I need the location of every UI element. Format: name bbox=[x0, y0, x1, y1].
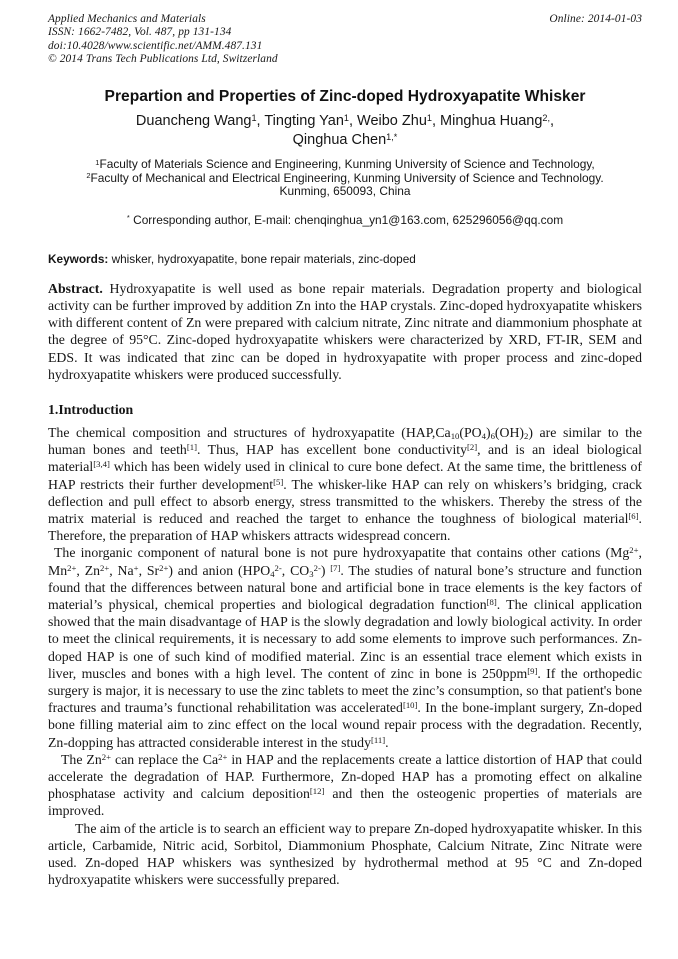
affiliation-1: $^1$Faculty of Materials Science and Engineering, Kunming University of Science and Technology, bbox=[95, 157, 595, 172]
intro-paragraph-2: The inorganic component of natural bone is not pure hydroxyapatite that contains other cations ($Mg^{2+}$, $Mn^{2+}$, $Zn^{2+}$, Na+, $Sr^{2+}$) and anion ($HPO_4^{2-}$, $CO_3^{2-}$) [7]. The studies of natural bone’s structure and function found that the differences between natural bone and artificial bone in trace elements is the key factors of material’s physical, chemical properties and biological degradation function[8]. The clinical application showed that the main disadvantage of HAP is the slowly degradation and lowly biological activity. In order to meet the clinical requirements, it is necessary to add some elements to improve such performances. Zn-doped HAP is one of such kind of modified material. Zinc is an essential trace element which exists in liver, muscles and bones with a high level. The content of zinc in bone is 250ppm[9]. If the orthopedic surgery is major, it is necessary to use the zinc tablets to meet the zinc’s consumption, so that patient's bone fractures and trauma’s functional rehabilitation was accelerated[10]. In the bone-implant surgery, Zn-doped bone filling material aim to zinc effect on the local wound repair process with the degradation. Recently, Zn-dopping has attracted considerable interest in the study[11]. bbox=[48, 545, 642, 750]
authors-line-1: Duancheng Wang$^1$, Tingting Yan$^1$, Weibo Zhu$^1$, Minghua Huang$^{2,}$, bbox=[135, 113, 555, 130]
authors-line-2: Qinghua Chen$^{1,*}$ bbox=[292, 132, 398, 149]
affiliations-block bbox=[48, 158, 642, 199]
paper-title: Prepartion and Properties of Zinc-doped Hydroxyapatite Whisker bbox=[104, 88, 586, 106]
journal-info bbox=[48, 13, 278, 66]
abstract-paragraph bbox=[48, 280, 642, 383]
corresponding-author-line: * Corresponding author, E-mail: chenqinghua_yn1@163.com, 625296056@qq.com bbox=[126, 212, 564, 227]
keywords-line bbox=[48, 252, 642, 266]
journal-copyright-line: © 2014 Trans Tech Publications Ltd, Switzerland bbox=[48, 52, 278, 65]
authors-block bbox=[48, 112, 642, 150]
affiliation-city-line: Kunming, 650093, China bbox=[279, 184, 411, 199]
journal-doi-line: doi:10.4028/www.scientific.net/AMM.487.131 bbox=[48, 39, 263, 52]
journal-issn-line: ISSN: 1662-7482, Vol. 487, pp 131-134 bbox=[48, 26, 232, 39]
intro-paragraph-4: The aim of the article is to search an efficient way to prepare Zn-doped hydroxyapatite whisker. In this article, Carbamide, Nitric acid, Sorbitol, Diammonium Phosphate, Calcium Nitrate, Zinc Nitrate were used. Zn-doped HAP whiskers was synthesized by hydrothermal method at 95 °C and Zn-doped hydroxyapatite whiskers were successfully prepared. bbox=[48, 820, 642, 888]
journal-name: Applied Mechanics and Materials bbox=[48, 13, 206, 25]
abstract-label: Abstract. bbox=[48, 280, 103, 296]
abstract-text: Hydroxyapatite is well used as bone repair materials. Degradation property and biological activity can be further improved by addition Zn into the HAP crystals. Zinc-doped hydroxyapatite whiskers with different content of Zn were prepared with calcium nitrate, Zinc nitrate and diammonium phosphate at the degree of 95°C. Zinc-doped hydroxyapatite whiskers were characterized by XRD, FT-IR, SEM and EDS. It was indicated that zinc can be doped in hydroxyapatite with proper process and zinc-doped hydroxyapatite whiskers were produced successfully. bbox=[48, 280, 642, 382]
intro-paragraph-3: The $Zn^{2+}$ can replace the $Ca^{2+}$ in HAP and the replacements create a lattice distortion of HAP that could accelerate the degradation of HAP. Furthermore, Zn-doped HAP has a promoting effect on alkaline phosphatase activity and calcium deposition[12] and then the osteogenic properties of materials are improved. bbox=[48, 751, 643, 819]
keywords-text: whisker, hydroxyapatite, bone repair materials, zinc-doped bbox=[111, 251, 416, 266]
keywords-label: Keywords: bbox=[48, 251, 109, 266]
section-heading-introduction: 1.Introduction bbox=[48, 401, 134, 417]
affiliation-2: $^2$Faculty of Mechanical and Electrical Engineering, Kunming University of Science and Technology. bbox=[86, 170, 604, 185]
intro-paragraph-1: The chemical composition and structures of hydroxyapatite $(HAP,Ca_{10}(PO_4)_6(OH)_2)$ are similar to the human bones and teeth[1]. Thus, HAP has excellent bone conductivity[2], and is an ideal biological material[3,4] which has been widely used in clinical to cure bone defect. At the same time, the brittleness of HAP restricts their further development[5]. The whisker-like HAP can rely on whiskers’s bridging, crack deflection and pull effect to absorb energy, stress transmitted to the whiskers. Thereby the stress of the matrix material is reduced and reached the target to enhance the toughness of biological material[6]. Therefore, the preparation of HAP whiskers attracts widespread concern. bbox=[48, 424, 643, 544]
online-date: Online: 2014-01-03 bbox=[549, 13, 642, 25]
journal-header bbox=[48, 13, 642, 66]
